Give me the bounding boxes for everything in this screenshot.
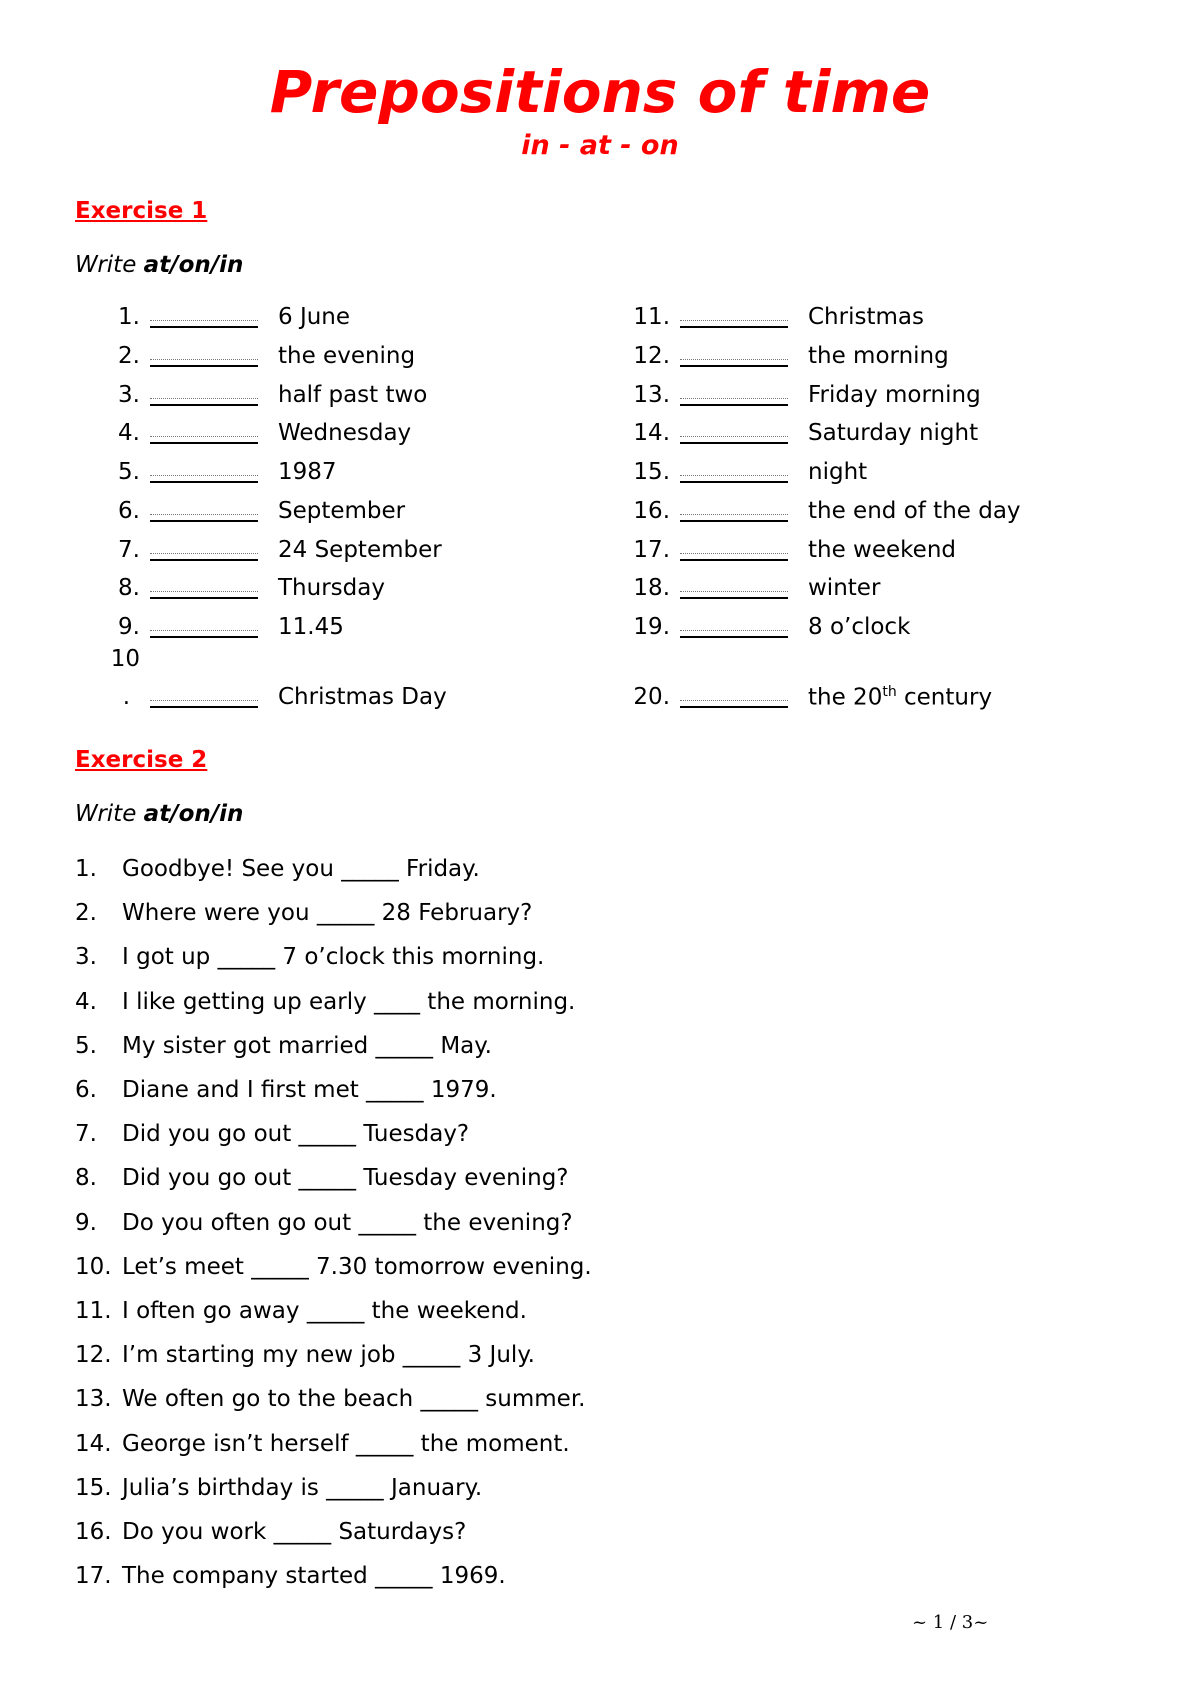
item-text-main: the 20 xyxy=(808,684,883,711)
item-text-main: the evening xyxy=(278,343,416,369)
item-number: 14. xyxy=(633,420,670,446)
item-text-tail: century xyxy=(896,684,993,711)
exercise-2-item xyxy=(75,1033,492,1059)
item-text-main: Wednesday xyxy=(278,420,412,446)
item-sentence: I got up _____ 7 o’clock this morning. xyxy=(122,944,545,971)
item-text-main: Saturday night xyxy=(808,420,979,446)
item-number: 9. xyxy=(75,1209,97,1236)
item-text xyxy=(808,304,924,330)
item-sentence: I’m starting my new job _____ 3 July. xyxy=(122,1342,535,1369)
item-number: 5. xyxy=(118,459,140,485)
item-number: 11. xyxy=(633,304,670,330)
item-text xyxy=(808,420,978,446)
item-sentence: Do you often go out _____ the evening? xyxy=(122,1209,573,1236)
item-number: 16. xyxy=(633,498,670,524)
answer-blank[interactable] xyxy=(680,481,788,483)
item-text-main: winter xyxy=(808,575,881,601)
item-number: 6. xyxy=(75,1077,97,1103)
item-text xyxy=(808,343,949,369)
item-text xyxy=(278,420,411,446)
item-number: 8. xyxy=(118,575,140,601)
instruction-prefix: Write xyxy=(75,801,144,827)
exercise-1-heading: Exercise 1 xyxy=(75,198,208,224)
item-sentence: Julia’s birthday is _____ January. xyxy=(122,1474,483,1501)
item-text-main: the end of the day xyxy=(808,498,1021,524)
exercise-2-item xyxy=(75,1431,570,1457)
exercise-2-item xyxy=(75,1165,569,1191)
item-text xyxy=(278,684,447,710)
page-title: Prepositions of time xyxy=(269,58,931,126)
item-text-superscript: th xyxy=(882,684,897,700)
item-number: 7. xyxy=(118,537,140,563)
exercise-2-item xyxy=(75,1210,573,1236)
item-text xyxy=(278,459,337,485)
exercise-2-item xyxy=(75,1563,506,1589)
item-number: 10. xyxy=(75,1253,112,1280)
item-text-main: the weekend xyxy=(808,537,956,563)
item-number: 4. xyxy=(118,420,140,446)
item-text xyxy=(278,382,427,408)
item-text xyxy=(808,575,880,601)
exercise-2-item xyxy=(75,1298,527,1324)
item-sentence: Let’s meet _____ 7.30 tomorrow evening. xyxy=(122,1253,592,1280)
item-sentence: I like getting up early ____ the morning. xyxy=(122,988,576,1015)
item-text xyxy=(278,614,344,640)
item-number: 12. xyxy=(633,343,670,369)
item-number: 1. xyxy=(118,304,140,330)
item-sentence: We often go to the beach _____ summer. xyxy=(122,1386,586,1413)
answer-blank[interactable] xyxy=(150,326,258,328)
page-subtitle: in - at - on xyxy=(521,130,679,161)
item-sentence: George isn’t herself _____ the moment. xyxy=(122,1430,570,1457)
exercise-2-item xyxy=(75,900,532,926)
exercise-2-item xyxy=(75,856,480,882)
answer-blank[interactable] xyxy=(150,706,258,708)
item-text-main: Christmas xyxy=(808,304,924,330)
exercise-2-instruction xyxy=(75,801,243,827)
answer-blank[interactable] xyxy=(150,365,258,367)
exercise-2-item xyxy=(75,1077,497,1103)
item-number: 12. xyxy=(75,1342,112,1369)
item-text xyxy=(808,537,956,563)
item-number: 19. xyxy=(633,614,670,640)
item-text-main: 11.45 xyxy=(278,614,344,640)
item-text-main: the morning xyxy=(808,343,949,369)
exercise-2-item xyxy=(75,944,544,970)
answer-blank[interactable] xyxy=(150,442,258,444)
item-number: 2. xyxy=(118,343,140,369)
item-sentence: I often go away _____ the weekend. xyxy=(122,1298,527,1324)
item-text xyxy=(808,684,992,711)
exercise-2-item xyxy=(75,989,575,1015)
answer-blank[interactable] xyxy=(680,520,788,522)
exercise-2-item xyxy=(75,1475,482,1501)
answer-blank[interactable] xyxy=(150,404,258,406)
item-number: 15. xyxy=(75,1474,112,1501)
item-number: 17. xyxy=(633,537,670,563)
item-number: 14. xyxy=(75,1430,112,1457)
item-text xyxy=(808,382,981,408)
item-text-main: half past two xyxy=(278,382,428,408)
item-number: 10 xyxy=(110,646,140,672)
item-number: 18. xyxy=(633,575,670,601)
item-number-tail: . xyxy=(122,684,130,710)
item-number: 4. xyxy=(75,988,97,1015)
item-text-main: 8 o’clock xyxy=(808,614,911,640)
item-sentence: Do you work _____ Saturdays? xyxy=(122,1519,467,1545)
answer-blank[interactable] xyxy=(680,706,788,708)
item-sentence: Where were you _____ 28 February? xyxy=(122,900,533,927)
item-text xyxy=(278,498,405,524)
answer-blank[interactable] xyxy=(680,365,788,367)
item-text xyxy=(278,537,442,563)
item-text-main: 6 June xyxy=(278,304,351,330)
item-text-main: 1987 xyxy=(278,459,337,485)
item-number: 13. xyxy=(633,382,670,408)
item-number: 5. xyxy=(75,1032,97,1059)
answer-blank[interactable] xyxy=(150,636,258,638)
answer-blank[interactable] xyxy=(150,597,258,599)
item-number: 3. xyxy=(118,382,140,408)
item-number: 8. xyxy=(75,1165,97,1192)
item-number: 11. xyxy=(75,1298,112,1324)
page-number: ~ 1 / 3~ xyxy=(912,1612,989,1633)
instruction-keywords: at/on/in xyxy=(143,801,244,827)
item-sentence: Did you go out _____ Tuesday evening? xyxy=(122,1165,569,1192)
answer-blank[interactable] xyxy=(680,559,788,561)
item-number: 13. xyxy=(75,1386,112,1413)
exercise-2-item xyxy=(75,1254,592,1280)
answer-blank[interactable] xyxy=(150,481,258,483)
item-number: 6. xyxy=(118,498,140,524)
item-text xyxy=(278,343,415,369)
item-sentence: Diane and I first met _____ 1979. xyxy=(122,1077,497,1103)
answer-blank[interactable] xyxy=(680,597,788,599)
exercise-2-item xyxy=(75,1121,469,1147)
instruction-keywords: at/on/in xyxy=(143,252,244,278)
item-text xyxy=(808,498,1021,524)
item-number: 7. xyxy=(75,1121,97,1148)
item-sentence: Goodbye! See you _____ Friday. xyxy=(122,856,480,882)
answer-blank[interactable] xyxy=(680,326,788,328)
item-text-main: Friday morning xyxy=(808,382,981,408)
item-number: 1. xyxy=(75,856,97,882)
item-text xyxy=(808,459,867,485)
item-text-main: 24 September xyxy=(278,537,442,563)
exercise-2-item xyxy=(75,1519,466,1545)
item-text xyxy=(278,304,350,330)
item-number: 16. xyxy=(75,1519,112,1545)
item-number: 3. xyxy=(75,944,97,971)
exercise-2-item xyxy=(75,1386,585,1412)
item-text-main: Thursday xyxy=(278,575,385,601)
item-sentence: Did you go out _____ Tuesday? xyxy=(122,1121,470,1148)
answer-blank[interactable] xyxy=(680,404,788,406)
item-number: 15. xyxy=(633,459,670,485)
exercise-1-instruction xyxy=(75,252,243,278)
item-text-main: September xyxy=(278,498,406,524)
instruction-prefix: Write xyxy=(75,252,144,278)
exercise-2-item xyxy=(75,1342,535,1368)
item-text-main: Christmas Day xyxy=(278,684,447,710)
exercise-2-heading: Exercise 2 xyxy=(75,747,208,773)
answer-blank[interactable] xyxy=(680,442,788,444)
item-number: 20. xyxy=(633,684,670,710)
item-text xyxy=(808,614,910,640)
item-number: 2. xyxy=(75,900,97,927)
item-sentence: The company started _____ 1969. xyxy=(122,1563,506,1590)
item-sentence: My sister got married _____ May. xyxy=(122,1032,492,1059)
item-number: 9. xyxy=(118,614,140,640)
item-text xyxy=(278,575,385,601)
answer-blank[interactable] xyxy=(150,559,258,561)
answer-blank[interactable] xyxy=(150,520,258,522)
item-text-main: night xyxy=(808,459,868,485)
item-number: 17. xyxy=(75,1563,112,1590)
answer-blank[interactable] xyxy=(680,636,788,638)
